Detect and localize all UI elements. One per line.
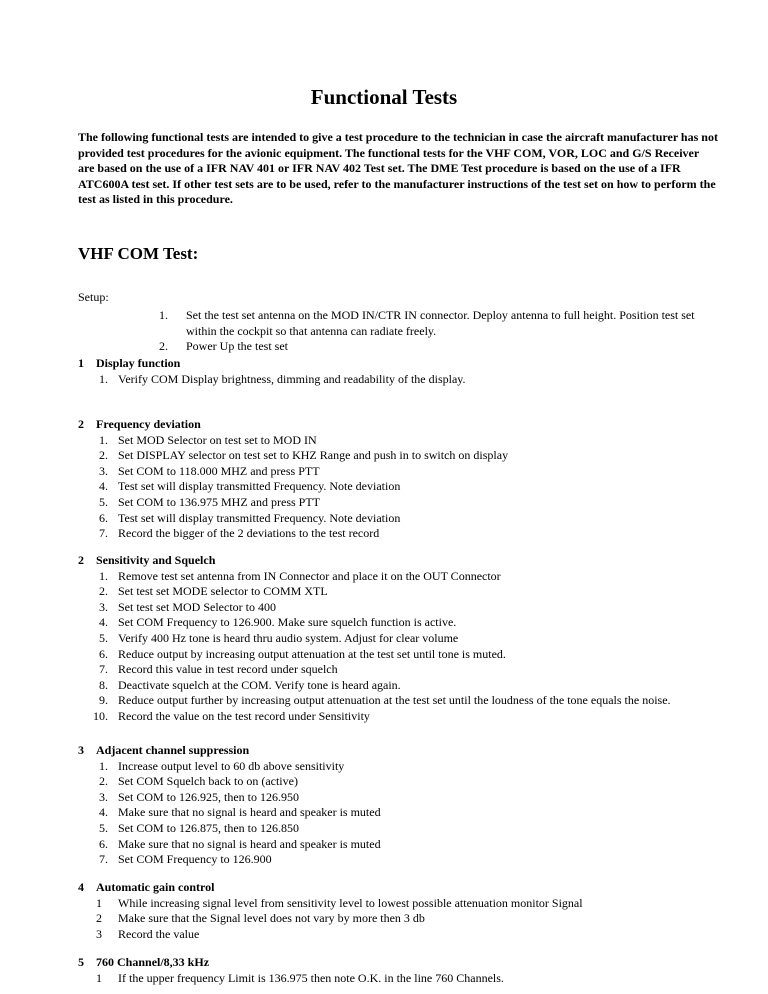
section-agc xyxy=(78,880,718,942)
list-item: 3 Record the value xyxy=(96,926,200,941)
intro-paragraph: The following functional tests are intended to give a test procedure to the technician in case the aircraft manufacturer has not provided test procedures for the avionic equipment. The functional tests for the VHF COM, VOR, LOC and G/S Receiver are based on the use of a IFR NAV 401 or IFR NAV 402 Test set. The DME Test procedure is based on the use of a IFR ATC600A test set. If other test sets are to be used, refer to the manufacturer instructions of the test set on how to perform the test as listed in this procedure. xyxy=(78,130,718,207)
list-item: 7. Record the bigger of the 2 deviations to the test record xyxy=(99,526,380,541)
section-display-function xyxy=(78,356,718,387)
section-adjacent-channel xyxy=(78,743,718,868)
setup-list xyxy=(78,308,718,355)
section-title: 3 Adjacent channel suppression xyxy=(78,743,250,757)
list-item: 5. Set COM to 126.875, then to 126.850 xyxy=(99,820,300,835)
list-item: 2. Set test set MODE selector to COMM XTL xyxy=(99,584,328,599)
list-item: 1. Remove test set antenna from IN Connector and place it on the OUT Connector xyxy=(99,568,501,583)
list-item: 8. Deactivate squelch at the COM. Verify tone is heard again. xyxy=(99,677,401,692)
list-item: 2 Make sure that the Signal level does not vary by more then 3 db xyxy=(96,911,425,926)
page-title: Functional Tests xyxy=(310,85,458,109)
setup-label: Setup: xyxy=(78,290,109,304)
list-item: 9. Reduce output further by increasing output attenuation at the test set until the loudness of the tone equals the noise. xyxy=(99,693,671,708)
list-item: 4. Test set will display transmitted Frequency. Note deviation xyxy=(99,479,401,494)
list-item: 1. Verify COM Display brightness, dimming and readability of the display. xyxy=(99,371,466,386)
section-title: 2 Frequency deviation xyxy=(78,417,201,431)
section-760-channel xyxy=(78,955,718,986)
list-item: 5. Set COM to 136.975 MHZ and press PTT xyxy=(99,494,320,509)
section-sensitivity-squelch xyxy=(78,553,718,725)
list-item: 1. Set the test set antenna on the MOD IN/CTR IN connector. Deploy antenna to full height. Position test set within the cockpit so that antenna can radiate freely. xyxy=(159,308,695,338)
list-item: 3. Set COM to 118.000 MHZ and press PTT xyxy=(99,463,320,478)
setup-items xyxy=(78,308,718,355)
list-item: 4. Set COM Frequency to 126.900. Make sure squelch function is active. xyxy=(99,615,457,630)
list-item: 6. Test set will display transmitted Frequency. Note deviation xyxy=(99,510,401,525)
list-item: 2. Set COM Squelch back to on (active) xyxy=(99,774,298,789)
section-frequency-deviation xyxy=(78,417,718,542)
list-item: 5. Verify 400 Hz tone is heard thru audio system. Adjust for clear volume xyxy=(99,630,459,645)
section-title: 2 Sensitivity and Squelch xyxy=(78,553,216,567)
list-item: 7. Record this value in test record under squelch xyxy=(99,662,338,677)
list-item: 10. Record the value on the test record under Sensitivity xyxy=(93,708,370,723)
list-item: 1 If the upper frequency Limit is 136.975 then note O.K. in the line 760 Channels. xyxy=(96,970,504,985)
list-item: 1. Set MOD Selector on test set to MOD IN xyxy=(99,432,317,447)
section-title: 4 Automatic gain control xyxy=(78,880,215,894)
list-item: 4. Make sure that no signal is heard and speaker is muted xyxy=(99,805,381,820)
list-item: 2. Power Up the test set xyxy=(159,339,288,354)
list-item: 6. Reduce output by increasing output attenuation at the test set until tone is muted. xyxy=(99,646,506,661)
section-heading: VHF COM Test: xyxy=(78,244,199,263)
section-title: 5 760 Channel/8,33 kHz xyxy=(78,955,210,969)
list-item: 3. Set COM to 126.925, then to 126.950 xyxy=(99,789,300,804)
list-item: 3. Set test set MOD Selector to 400 xyxy=(99,599,276,614)
section-title: 1 Display function xyxy=(78,356,181,370)
list-item: 6. Make sure that no signal is heard and speaker is muted xyxy=(99,836,381,851)
list-item: 1 While increasing signal level from sensitivity level to lowest possible attenuation monitor Signal xyxy=(96,895,583,910)
list-item: 1. Increase output level to 60 db above sensitivity xyxy=(99,758,345,773)
list-item: 2. Set DISPLAY selector on test set to KHZ Range and push in to switch on display xyxy=(99,448,509,463)
list-item: 7. Set COM Frequency to 126.900 xyxy=(99,852,272,867)
